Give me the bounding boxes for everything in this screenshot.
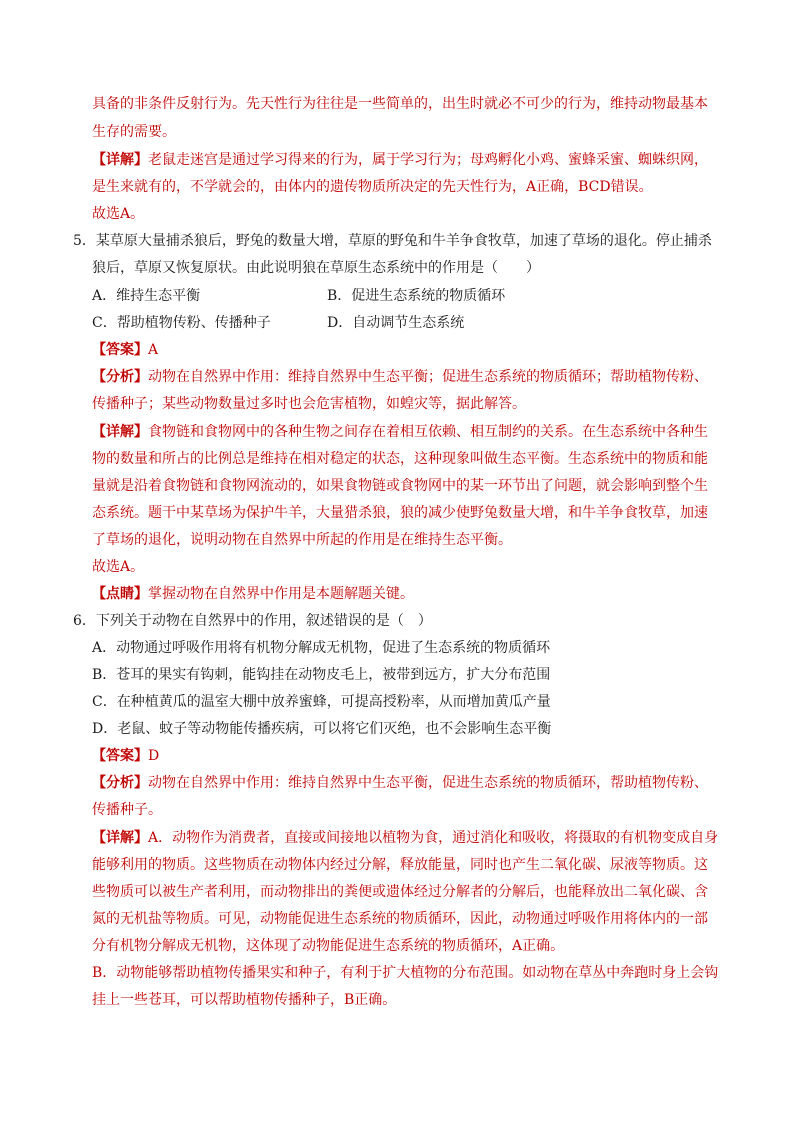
q5-analysis-text-1: 动物在自然界中作用：维持自然界中生态平衡；促进生态系统的物质循环；帮助植物传粉、 [148,369,708,385]
q5-detail-line-2: 物的数量和所占的比例总是维持在相对稳定的状态，这种现象叫做生态平衡。生态系统中的物质和能 [92,451,708,467]
q6-detail-text-1: A．动物作为消费者，直接或间接地以植物为食，通过消化和吸收，将摄取的有机物变成自身 [148,830,719,846]
q6-answer: D [148,748,160,764]
q5-detail-line-4: 态系统。题干中某草场为保护牛羊，大量猎杀狼，狼的减少使野兔数量大增，和牛羊争食牧草，加速 [92,505,708,521]
analysis-tag: 【分析】 [92,369,148,385]
q5-answer: A [148,342,159,358]
prev-choose: 故选A。 [92,206,145,222]
q6-analysis-text-1: 动物在自然界中作用：维持自然界中生态平衡，促进生态系统的物质循环，帮助植物传粉、 [148,775,708,791]
q6-detail-line-1 [92,828,718,848]
prev-detail-text-1: 老鼠走迷宫是通过学习得来的行为，属于学习行为；母鸡孵化小鸡、蜜蜂采蜜、蜘蛛织网， [148,152,708,168]
q5-option-c: C．帮助植物传粉、传播种子 [92,315,271,331]
q5-detail-line-3: 量就是沿着食物链和食物网流动的，如果食物链或食物网中的某一环节出了问题，就会影响到整个生 [92,478,708,494]
q5-detail-text-1: 食物链和食物网中的各种生物之间存在着相互依赖、相互制约的关系。在生态系统中各种生 [148,424,708,440]
q6-option-b: B．苍耳的果实有钩刺，能钩挂在动物皮毛上，被带到远方，扩大分布范围 [92,667,551,683]
q6-detail-b-line-1: B．动物能够帮助植物传播果实和种子，有利于扩大植物的分布范围。如动物在草丛中奔跑时身上会钩 [92,965,719,981]
q5-detail-line-5: 了草场的退化，说明动物在自然界中所起的作用是在维持生态平衡。 [92,532,512,548]
prev-continuation-line-1: 具备的非条件反射行为。先天性行为往往是一些简单的，出生时就必不可少的行为，维持动物最基本 [92,96,708,112]
q5-tip-line [92,584,414,604]
analysis-tag: 【分析】 [92,775,148,791]
q6-option-d: D．老鼠、蚊子等动物能传播疾病，可以将它们灭绝，也不会影响生态平衡 [92,721,552,737]
q6-answer-line [92,746,159,766]
detail-tag: 【详解】 [92,830,148,846]
q5-answer-line [92,340,158,360]
answer-tag: 【答案】 [92,748,148,764]
q6-detail-line-5: 分有机物分解成无机物，这体现了动物能促进生态系统的物质循环，A正确。 [92,938,565,954]
q5-tip-text: 掌握动物在自然界中作用是本题解题关键。 [148,586,414,602]
q6-detail-line-3: 些物质可以被生产者利用，而动物排出的粪便或遗体经过分解者的分解后，也能释放出二氧化碳、含 [92,884,708,900]
q5-stem-line-1: 5．某草原大量捕杀狼后，野兔的数量大增，草原的野兔和牛羊争食牧草，加速了草场的退化。停止捕杀 [73,233,712,249]
prev-detail-line-1 [92,150,708,170]
detail-tag: 【详解】 [92,152,148,168]
q5-option-b: B．促进生态系统的物质循环 [327,288,506,304]
q5-detail-line-1 [92,422,708,442]
q5-option-d: D．自动调节生态系统 [327,315,465,331]
q6-detail-b-line-2: 挂上一些苍耳，可以帮助植物传播种子，B正确。 [92,992,397,1008]
detail-tag: 【详解】 [92,424,148,440]
q5-analysis-line-2: 传播种子；某些动物数量过多时也会危害植物，如蝗灾等，据此解答。 [92,396,526,412]
q6-detail-line-2: 能够利用的物质。这些物质在动物体内经过分解，释放能量，同时也产生二氧化碳、尿液等物质。这 [92,857,708,873]
q6-option-c: C．在种植黄瓜的温室大棚中放养蜜蜂，可提高授粉率，从而增加黄瓜产量 [92,694,551,710]
q6-detail-line-4: 氮的无机盐等物质。可见，动物能促进生态系统的物质循环，因此，动物通过呼吸作用将体内的一部 [92,911,708,927]
q5-choose: 故选A。 [92,559,145,575]
tip-tag: 【点睛】 [92,586,148,602]
q6-stem: 6．下列关于动物在自然界中的作用，叙述错误的是（ ） [73,613,432,629]
q5-analysis-line-1 [92,367,708,387]
q6-option-a: A．动物通过呼吸作用将有机物分解成无机物，促进了生态系统的物质循环 [92,640,551,656]
q6-analysis-line-1 [92,773,708,793]
answer-tag: 【答案】 [92,342,148,358]
q5-option-a: A．维持生态平衡 [92,288,201,304]
prev-detail-line-2: 是生来就有的，不学就会的，由体内的遗传物质所决定的先天性行为，A正确，BCD错误。 [92,179,653,195]
q6-analysis-line-2: 传播种子。 [92,802,162,818]
prev-continuation-line-2: 生存的需要。 [92,124,176,140]
q5-stem-line-2: 狼后，草原又恢复原状。由此说明狼在草原生态系统中的作用是（ ） [92,260,540,276]
